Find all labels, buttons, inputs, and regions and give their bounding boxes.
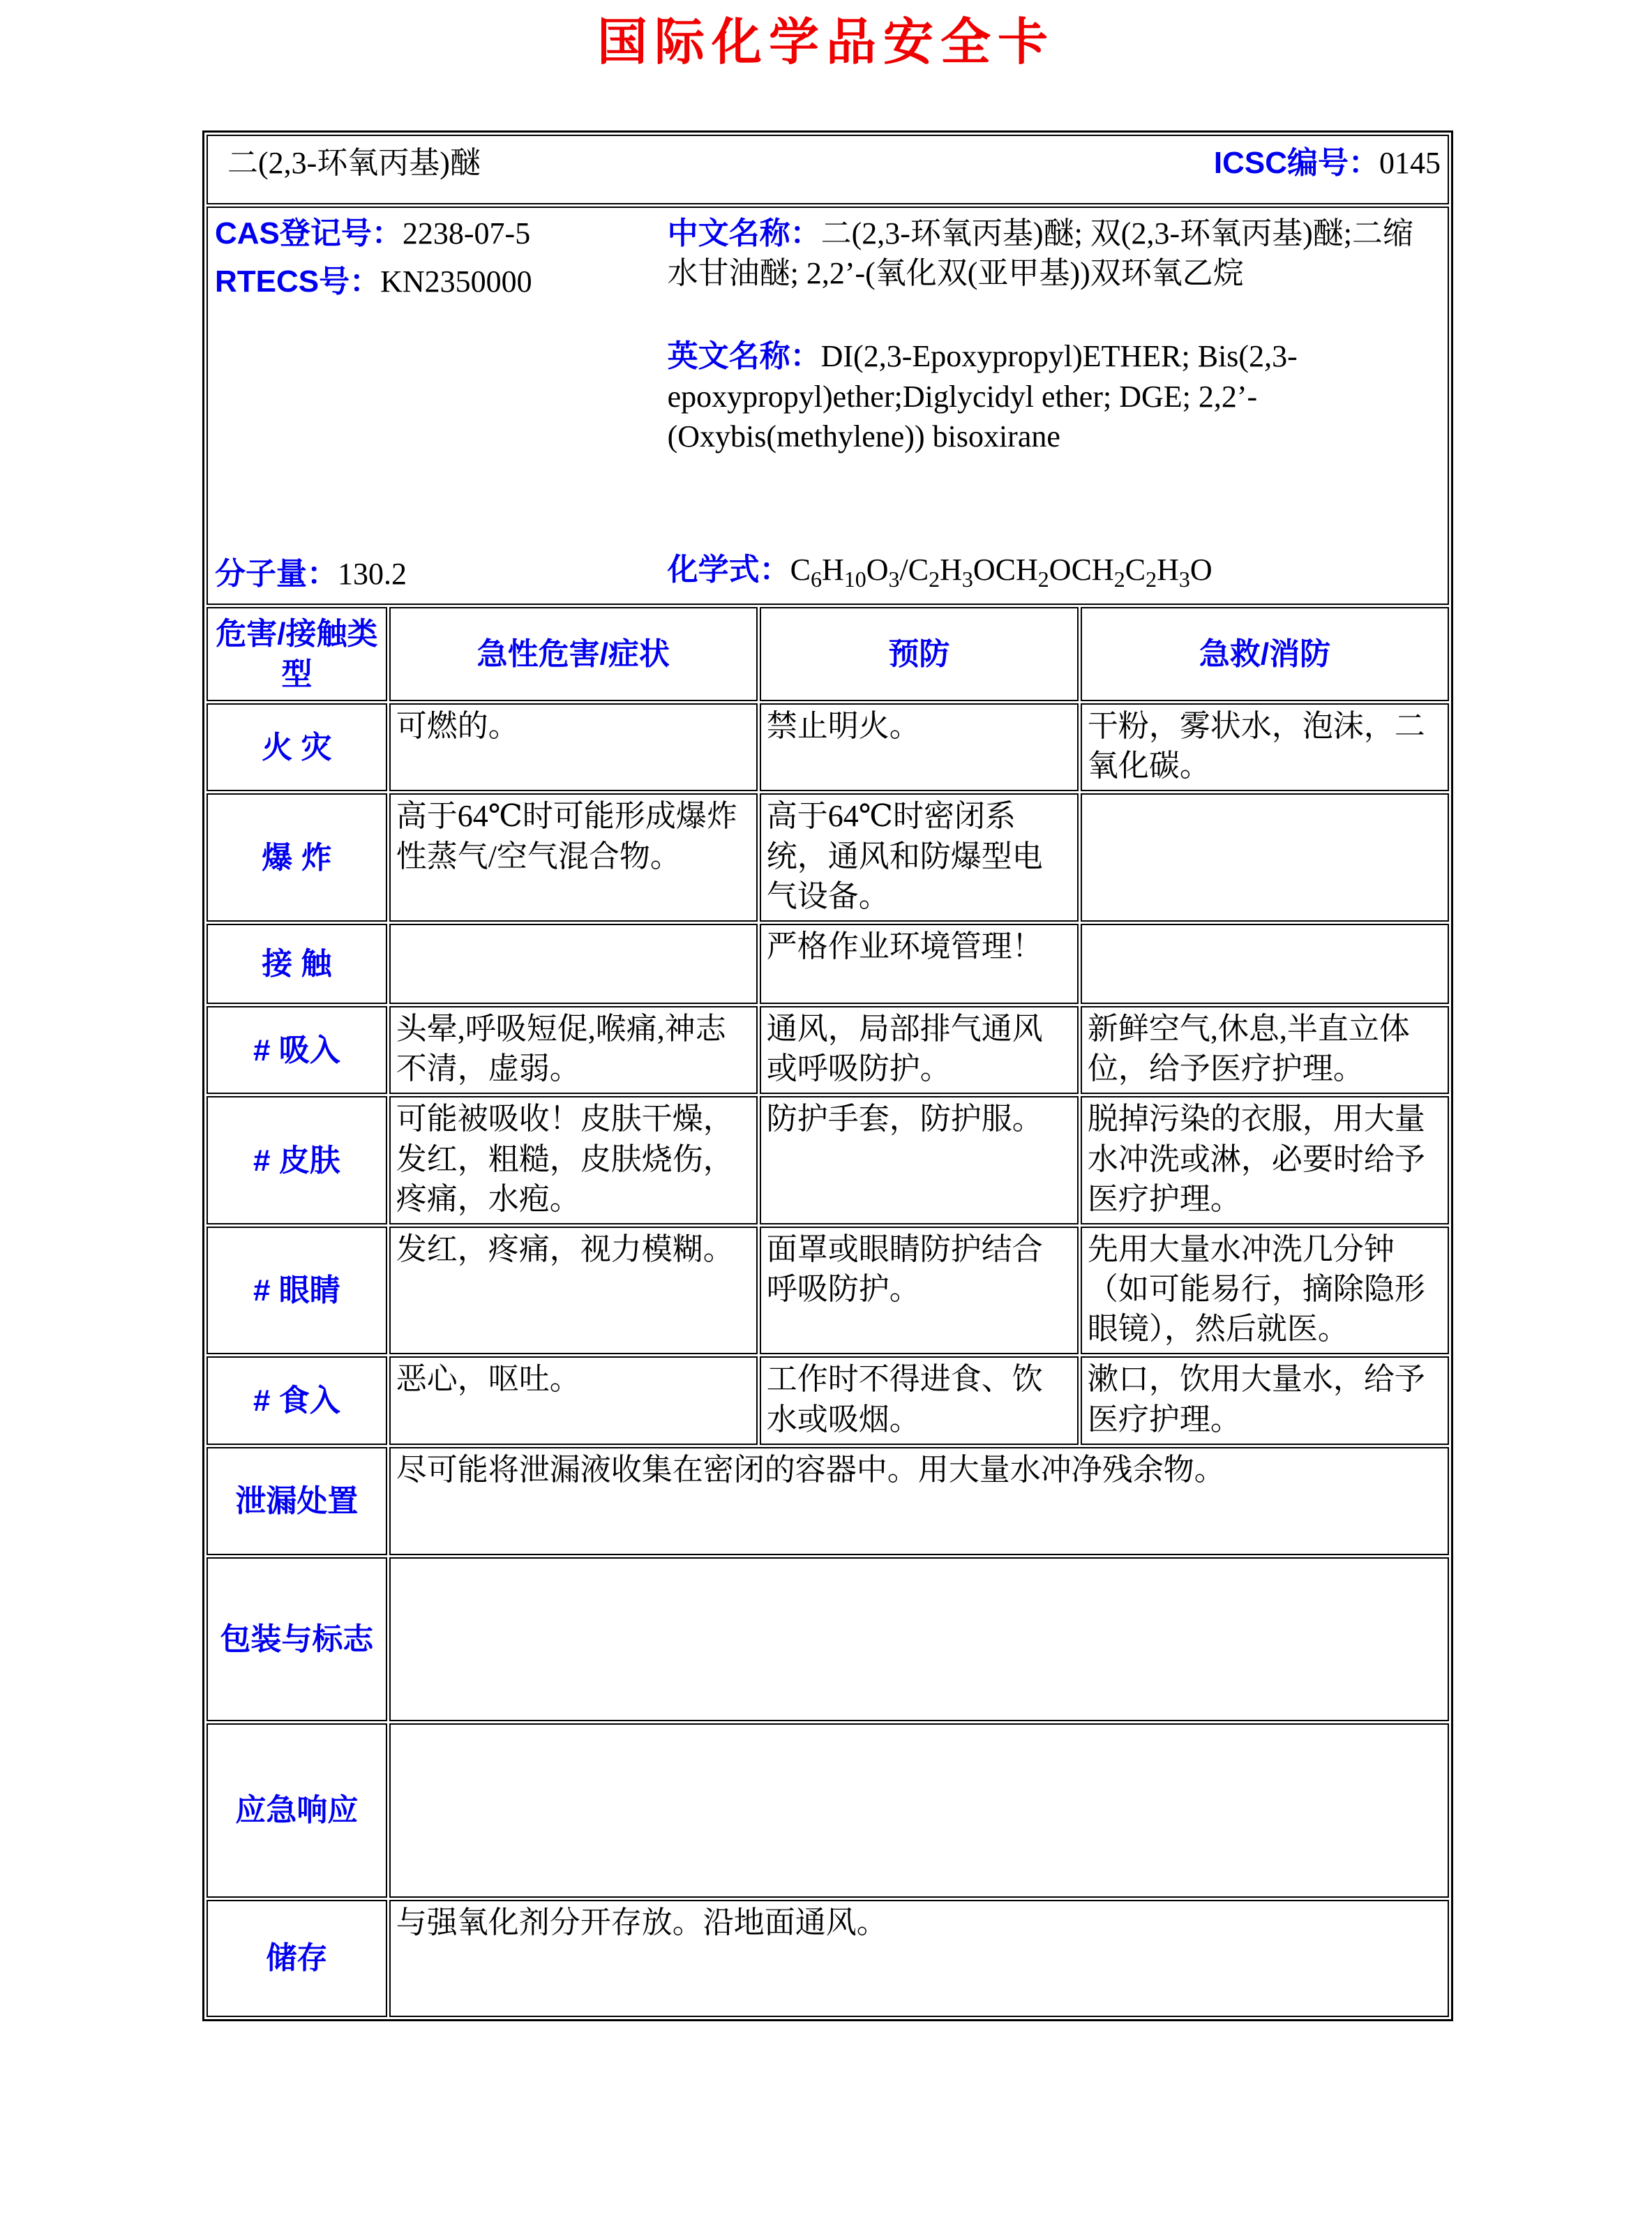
cas-label: CAS登记号：	[215, 216, 403, 250]
molecular-weight-line	[215, 554, 668, 594]
fire-type-label: 火 灾	[206, 703, 387, 791]
header-hazard-type: 危害/接触类型	[206, 607, 387, 701]
formula-label: 化学式：	[667, 552, 790, 587]
chinese-name-paragraph	[668, 213, 1438, 293]
fire-first-aid: 干粉，雾状水，泡沫，二氧化碳。	[1081, 703, 1449, 791]
english-name-label: 英文名称：	[667, 339, 821, 374]
english-name-value: DI(2,3-Epoxypropyl)ETHER; Bis(2,3-epoxypropyl)ether;Diglycidyl ether; DGE; 2,2’-(Oxybis(methylene)) bisoxirane	[667, 339, 1298, 454]
rtecs-label: RTECS号：	[215, 264, 381, 299]
row-packaging-labelling	[206, 1557, 1449, 1721]
contact-type-label: 接 触	[206, 924, 387, 1004]
icsc-number: 0145	[1379, 146, 1441, 180]
header-acute-symptoms: 急性危害/症状	[389, 607, 758, 701]
storage-label: 储存	[206, 1900, 387, 2017]
fire-symptoms: 可燃的。	[389, 703, 758, 791]
rtecs-line	[215, 262, 668, 301]
spillage-label: 泄漏处置	[206, 1447, 387, 1555]
explosion-first-aid	[1081, 793, 1449, 922]
header-first-aid: 急救/消防	[1081, 607, 1449, 701]
packaging-content	[389, 1557, 1449, 1721]
icsc-card	[202, 130, 1453, 2021]
name-row	[206, 135, 1449, 204]
name-cell	[206, 135, 1449, 204]
rtecs-value: KN2350000	[380, 264, 532, 299]
row-skin	[206, 1096, 1449, 1224]
icsc-label: ICSC编号：	[1213, 146, 1379, 180]
contact-prevention: 严格作业环境管理！	[760, 924, 1079, 1004]
info-cell	[206, 207, 1449, 605]
english-name-paragraph	[668, 336, 1438, 456]
cas-line	[215, 213, 668, 253]
names-column	[668, 213, 1438, 594]
inhalation-first-aid: 新鲜空气,休息,半直立体位，给予医疗护理。	[1081, 1006, 1449, 1094]
chinese-name-label: 中文名称：	[667, 216, 821, 250]
ingestion-prevention: 工作时不得进食、饮水或吸烟。	[760, 1356, 1079, 1444]
inhalation-symptoms: 头晕,呼吸短促,喉痛,神志不清，虚弱。	[389, 1006, 758, 1094]
row-fire	[206, 703, 1449, 791]
eyes-symptoms: 发红，疼痛，视力模糊。	[389, 1227, 758, 1355]
formula-paragraph	[668, 550, 1438, 594]
skin-prevention: 防护手套，防护服。	[760, 1096, 1079, 1224]
chemical-name: 二(2,3-环氧丙基)醚	[227, 146, 481, 180]
eyes-prevention: 面罩或眼睛防护结合呼吸防护。	[760, 1227, 1079, 1355]
emergency-content	[389, 1723, 1449, 1898]
header-prevention: 预防	[760, 607, 1079, 701]
skin-first-aid: 脱掉污染的衣服，用大量水冲洗或淋，必要时给予医疗护理。	[1081, 1096, 1449, 1224]
row-explosion	[206, 793, 1449, 922]
row-inhalation	[206, 1006, 1449, 1094]
storage-content: 与强氧化剂分开存放。沿地面通风。	[389, 1900, 1449, 2017]
row-emergency-response	[206, 1723, 1449, 1898]
row-eyes	[206, 1227, 1449, 1355]
skin-symptoms: 可能被吸收！皮肤干燥，发红，粗糙，皮肤烧伤，疼痛，水疱。	[389, 1096, 758, 1224]
row-contact	[206, 924, 1449, 1004]
row-ingestion	[206, 1356, 1449, 1444]
molecular-weight-label: 分子量：	[215, 556, 338, 591]
explosion-type-label: 爆 炸	[206, 793, 387, 922]
cas-value: 2238-07-5	[402, 216, 531, 250]
explosion-symptoms: 高于64℃时可能形成爆炸性蒸气/空气混合物。	[389, 793, 758, 922]
ingestion-type-label: # 食入	[206, 1356, 387, 1444]
eyes-first-aid: 先用大量水冲洗几分钟（如可能易行，摘除隐形眼镜），然后就医。	[1081, 1227, 1449, 1355]
molecular-weight-value: 130.2	[338, 556, 407, 591]
fire-prevention: 禁止明火。	[760, 703, 1079, 791]
hazard-header-row	[206, 607, 1449, 701]
contact-first-aid	[1081, 924, 1449, 1004]
emergency-label: 应急响应	[206, 1723, 387, 1898]
inhalation-prevention: 通风，局部排气通风或呼吸防护。	[760, 1006, 1079, 1094]
inhalation-type-label: # 吸入	[206, 1006, 387, 1094]
icsc-number-block	[1214, 143, 1441, 183]
spillage-content: 尽可能将泄漏液收集在密闭的容器中。用大量水冲净残余物。	[389, 1447, 1449, 1555]
row-spillage-disposal	[206, 1447, 1449, 1555]
skin-type-label: # 皮肤	[206, 1096, 387, 1224]
ingestion-first-aid: 漱口，饮用大量水，给予医疗护理。	[1081, 1356, 1449, 1444]
formula-value: $C_6H_{10}O_3/C_2H_3OCH_2OCH_2C_2H_3O$	[790, 552, 1212, 592]
identifier-column	[215, 213, 668, 594]
ingestion-symptoms: 恶心，呕吐。	[389, 1356, 758, 1444]
packaging-label: 包装与标志	[206, 1557, 387, 1721]
eyes-type-label: # 眼睛	[206, 1227, 387, 1355]
info-row	[206, 207, 1449, 605]
page-title: 国际化学品安全卡	[596, 15, 1055, 70]
contact-symptoms	[389, 924, 758, 1004]
explosion-prevention: 高于64℃时密闭系统，通风和防爆型电气设备。	[760, 793, 1079, 922]
chinese-name-value: 二(2,3-环氧丙基)醚; 双(2,3-环氧丙基)醚;二缩水甘油醚; 2,2’-(氧化双(亚甲基))双环氧乙烷	[667, 216, 1413, 291]
row-storage	[206, 1900, 1449, 2017]
